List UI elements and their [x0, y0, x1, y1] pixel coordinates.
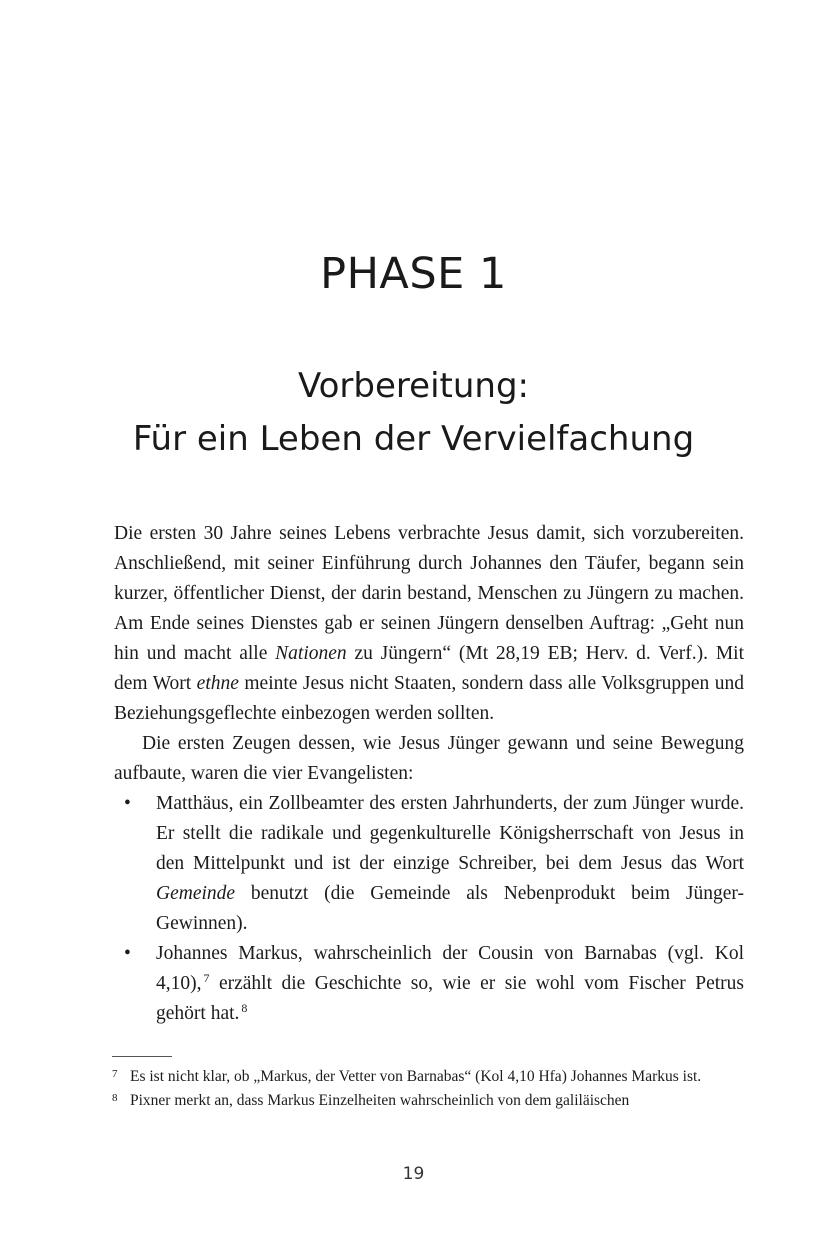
subtitle-line-2: Für ein Leben der Vervielfachung [132, 419, 695, 459]
list-item [114, 789, 744, 939]
list-item-text: Matthäus, ein Zollbeamter des ersten Jahrhunderts, der zum Jünger wurde. Er stellt die radikale und gegenkulturelle Königsherrschaft von Jesus in den Mittelpunkt und ist der einzige Schreiber, bei dem Jesus das Wort [156, 793, 744, 874]
paragraph-1-part-a: Die ersten 30 Jahre seines Lebens verbrachte Jesus damit, sich vorzubereiten. Anschließend, mit seiner Einführung durch Johannes den Täufer, begann sein kurzer, öffentlicher Dienst, der darin bestand, Menschen zu Jüngern zu machen. Am Ende seines Dienstes gab er seinen Jüngern denselben Auftrag: „Geht nun hin und macht alle [114, 523, 744, 664]
footnote-number: 7 [112, 1068, 118, 1080]
footnote-number: 8 [112, 1092, 118, 1104]
body-text [114, 519, 744, 1029]
bullet-marker: • [124, 943, 131, 964]
emphasis-gemeinde: Gemeinde [156, 883, 236, 904]
list-item-text: Johannes Markus, wahrscheinlich der Cousin von Barnabas (vgl. Kol 4,10), [156, 943, 744, 994]
emphasis-ethne: ethne [196, 673, 239, 694]
list-item-text: benutzt (die Gemeinde als Nebenprodukt beim Jünger-Gewinnen). [156, 883, 744, 934]
paragraph-1-part-c: meinte Jesus nicht Staaten, sondern dass alle Volksgruppen und Beziehungsgeflechte einbezogen werden sollten. [114, 673, 744, 724]
paragraph-1 [114, 519, 744, 729]
list-item [114, 939, 744, 1029]
chapter-subtitle [0, 360, 827, 466]
footnote-7 [112, 1066, 744, 1087]
bullet-marker: • [124, 793, 131, 814]
footnote-8 [112, 1090, 744, 1111]
evangelist-list [114, 789, 744, 1029]
chapter-title: PHASE 1 [320, 249, 507, 299]
paragraph-1-part-b: zu Jüngern“ (Mt 28,19 EB; Herv. d. Verf.). Mit dem Wort [114, 643, 744, 694]
footnotes [112, 1066, 744, 1114]
emphasis-nationen: Nationen [275, 643, 347, 664]
paragraph-2: Die ersten Zeugen dessen, wie Jesus Jünger gewann und seine Bewegung aufbaute, waren die vier Evangelisten: [114, 733, 744, 784]
list-item-text: erzählt die Geschichte so, wie er sie wohl vom Fischer Petrus gehört hat. [156, 973, 744, 1024]
footnote-divider [112, 1056, 172, 1057]
subtitle-line-1: Vorbereitung: [298, 366, 529, 406]
footnote-text: Es ist nicht klar, ob „Markus, der Vetter von Barnabas“ (Kol 4,10 Hfa) Johannes Markus ist. [130, 1068, 702, 1085]
footnote-ref-8[interactable]: 8 [241, 1001, 248, 1015]
footnote-ref-7[interactable]: 7 [203, 971, 210, 985]
page-number: 19 [402, 1164, 425, 1184]
footnote-text: Pixner merkt an, dass Markus Einzelheiten wahrscheinlich von dem galiläischen [130, 1092, 630, 1109]
